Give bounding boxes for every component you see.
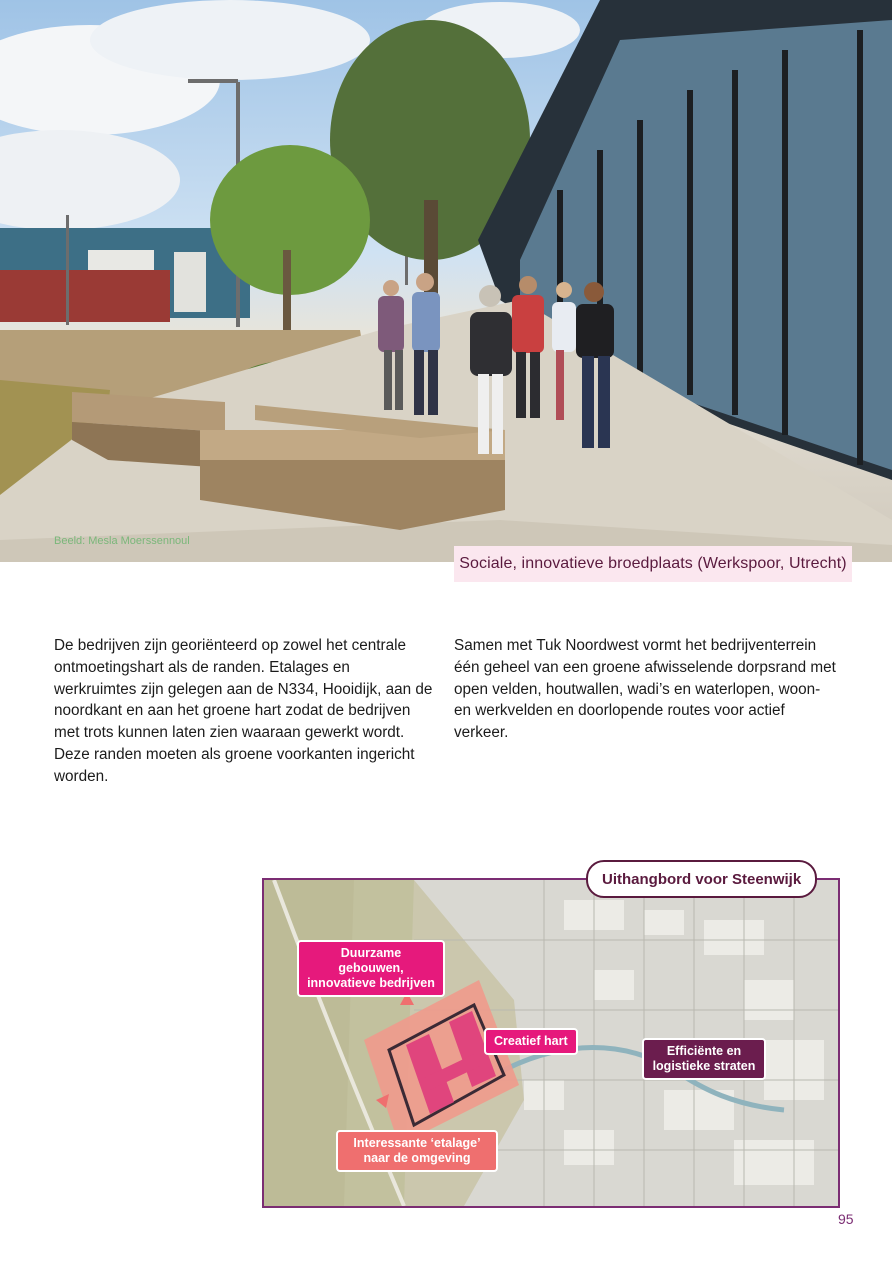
- label-efficiente-straten: Efficiënte en logistieke straten: [642, 1038, 766, 1080]
- map-title: Uithangbord voor Steenwijk: [586, 860, 817, 898]
- photo-credit: Beeld: Mesla Moerssennoul: [54, 535, 190, 547]
- photo-caption: Sociale, innovatieve broedplaats (Werkspoor, Utrecht): [454, 546, 852, 582]
- body-text-right: Samen met Tuk Noordwest vormt het bedrijventerrein één geheel van een groene afwisselende dorpsrand met open velden, houtwallen, wadi’s en waterlopen, woon- en werkvelden en doorlopende routes voor actief verkeer.: [454, 637, 836, 742]
- label-duurzame-gebouwen: Duurzame gebouwen, innovatieve bedrijven: [297, 940, 445, 997]
- page-number: 95: [838, 1211, 854, 1227]
- body-text-left: De bedrijven zijn georiënteerd op zowel het centrale ontmoetingshart als de randen. Etalages en werkruimtes zijn gelegen aan de N334, Hooidijk, aan de noordkant en aan het groene hart zodat de bedrijven met trots kunnen laten zien waaraan gewerkt wordt. Deze randen moeten als groene voorkanten ingericht worden.: [54, 637, 433, 785]
- label-interessante-etalage: Interessante ‘etalage’ naar de omgeving: [336, 1130, 498, 1172]
- hero-photo: [0, 0, 892, 562]
- label-creatief-hart: Creatief hart: [484, 1028, 578, 1055]
- site-map: [262, 878, 840, 1208]
- photo-illustration: [0, 0, 892, 562]
